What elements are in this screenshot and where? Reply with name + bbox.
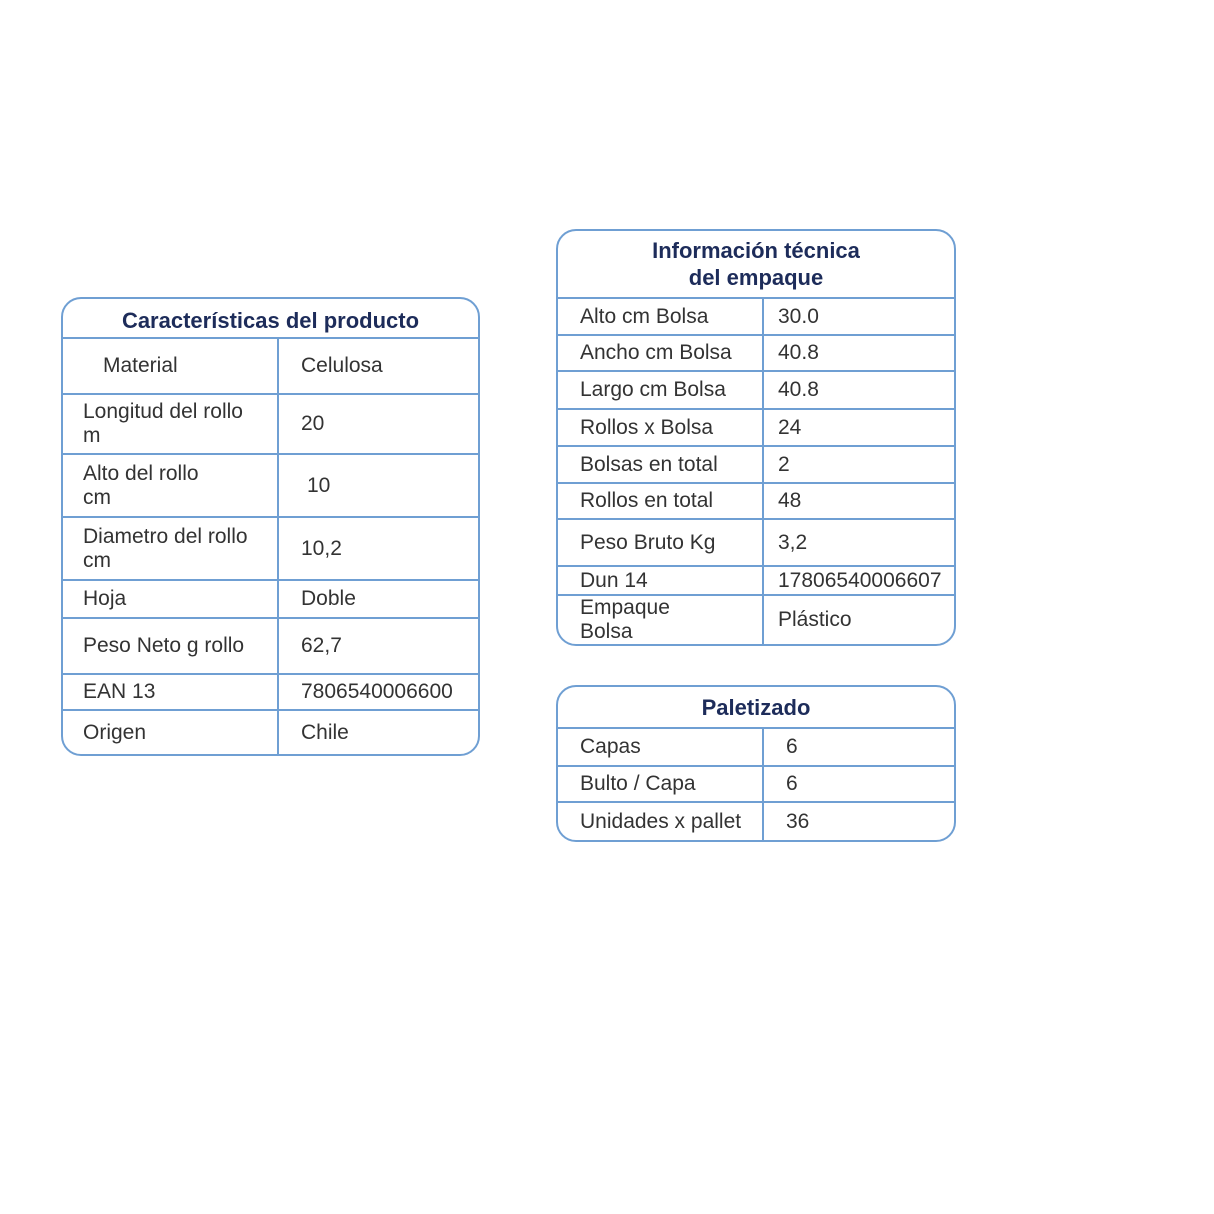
row-label: Diametro del rollo cm	[63, 518, 279, 579]
row-value: 7806540006600	[301, 680, 453, 703]
table-row	[558, 803, 954, 840]
table-row	[63, 395, 478, 455]
row-label: Alto del rollo cm	[63, 455, 279, 516]
row-label: Hoja	[63, 581, 279, 617]
table-row	[558, 767, 954, 803]
package-table-title	[558, 231, 954, 299]
row-value: 10	[307, 473, 331, 497]
package-title-line-1: Información técnica	[652, 238, 860, 263]
row-label: Origen	[63, 711, 279, 754]
table-row	[63, 711, 478, 754]
palletization-table	[556, 685, 956, 842]
table-row	[63, 339, 478, 395]
table-row	[558, 336, 954, 372]
row-label: Largo cm Bolsa	[558, 372, 764, 408]
package-title-line-2: del empaque	[688, 265, 824, 290]
row-label: Rollos x Bolsa	[558, 410, 764, 445]
table-row	[558, 729, 954, 767]
row-value: 20	[301, 412, 325, 435]
row-value: Celulosa	[301, 354, 383, 377]
row-value: 48	[778, 489, 802, 512]
row-value: 30.0	[778, 304, 819, 328]
row-value: Plástico	[778, 608, 852, 631]
table-row	[63, 619, 478, 675]
row-label: Bolsas en total	[558, 447, 764, 482]
table-row	[558, 299, 954, 336]
row-value: 2	[778, 452, 790, 476]
row-value: 62,7	[301, 634, 342, 657]
table-row	[558, 596, 954, 644]
row-label: Capas	[558, 729, 764, 765]
table-row	[63, 455, 478, 518]
row-label: Bulto / Capa	[558, 767, 764, 801]
product-table-title: Características del producto	[63, 299, 478, 339]
row-value: 24	[778, 415, 802, 439]
row-label: Alto cm Bolsa	[558, 299, 764, 334]
table-row	[63, 518, 478, 581]
table-row	[558, 447, 954, 484]
row-value: 6	[786, 735, 798, 758]
table-row	[558, 567, 954, 596]
table-row	[558, 372, 954, 410]
row-label: Unidades x pallet	[558, 803, 764, 840]
table-row	[63, 581, 478, 619]
table-row	[558, 410, 954, 447]
row-label: Material	[63, 339, 279, 393]
table-row	[63, 675, 478, 711]
row-value: 17806540006607	[778, 568, 942, 592]
table-row	[558, 520, 954, 567]
row-value: Chile	[301, 720, 349, 744]
table-row	[558, 484, 954, 520]
row-label: Ancho cm Bolsa	[558, 336, 764, 370]
row-label: Empaque Bolsa	[558, 596, 764, 644]
row-value: 36	[786, 809, 810, 833]
row-value: 40.8	[778, 378, 819, 401]
row-value: Doble	[301, 587, 356, 610]
row-value: 6	[786, 772, 798, 795]
row-label: Dun 14	[558, 567, 764, 594]
row-value: 10,2	[301, 536, 342, 560]
row-label: Peso Neto g rollo	[63, 619, 279, 673]
row-value: 40.8	[778, 341, 819, 364]
row-value: 3,2	[778, 530, 808, 554]
row-label: Peso Bruto Kg	[558, 520, 764, 565]
product-characteristics-table	[61, 297, 480, 756]
row-label: Longitud del rollo m	[63, 395, 279, 453]
row-label: Rollos en total	[558, 484, 764, 518]
row-label: EAN 13	[63, 675, 279, 709]
pallet-table-title: Paletizado	[558, 687, 954, 729]
package-info-table	[556, 229, 956, 646]
